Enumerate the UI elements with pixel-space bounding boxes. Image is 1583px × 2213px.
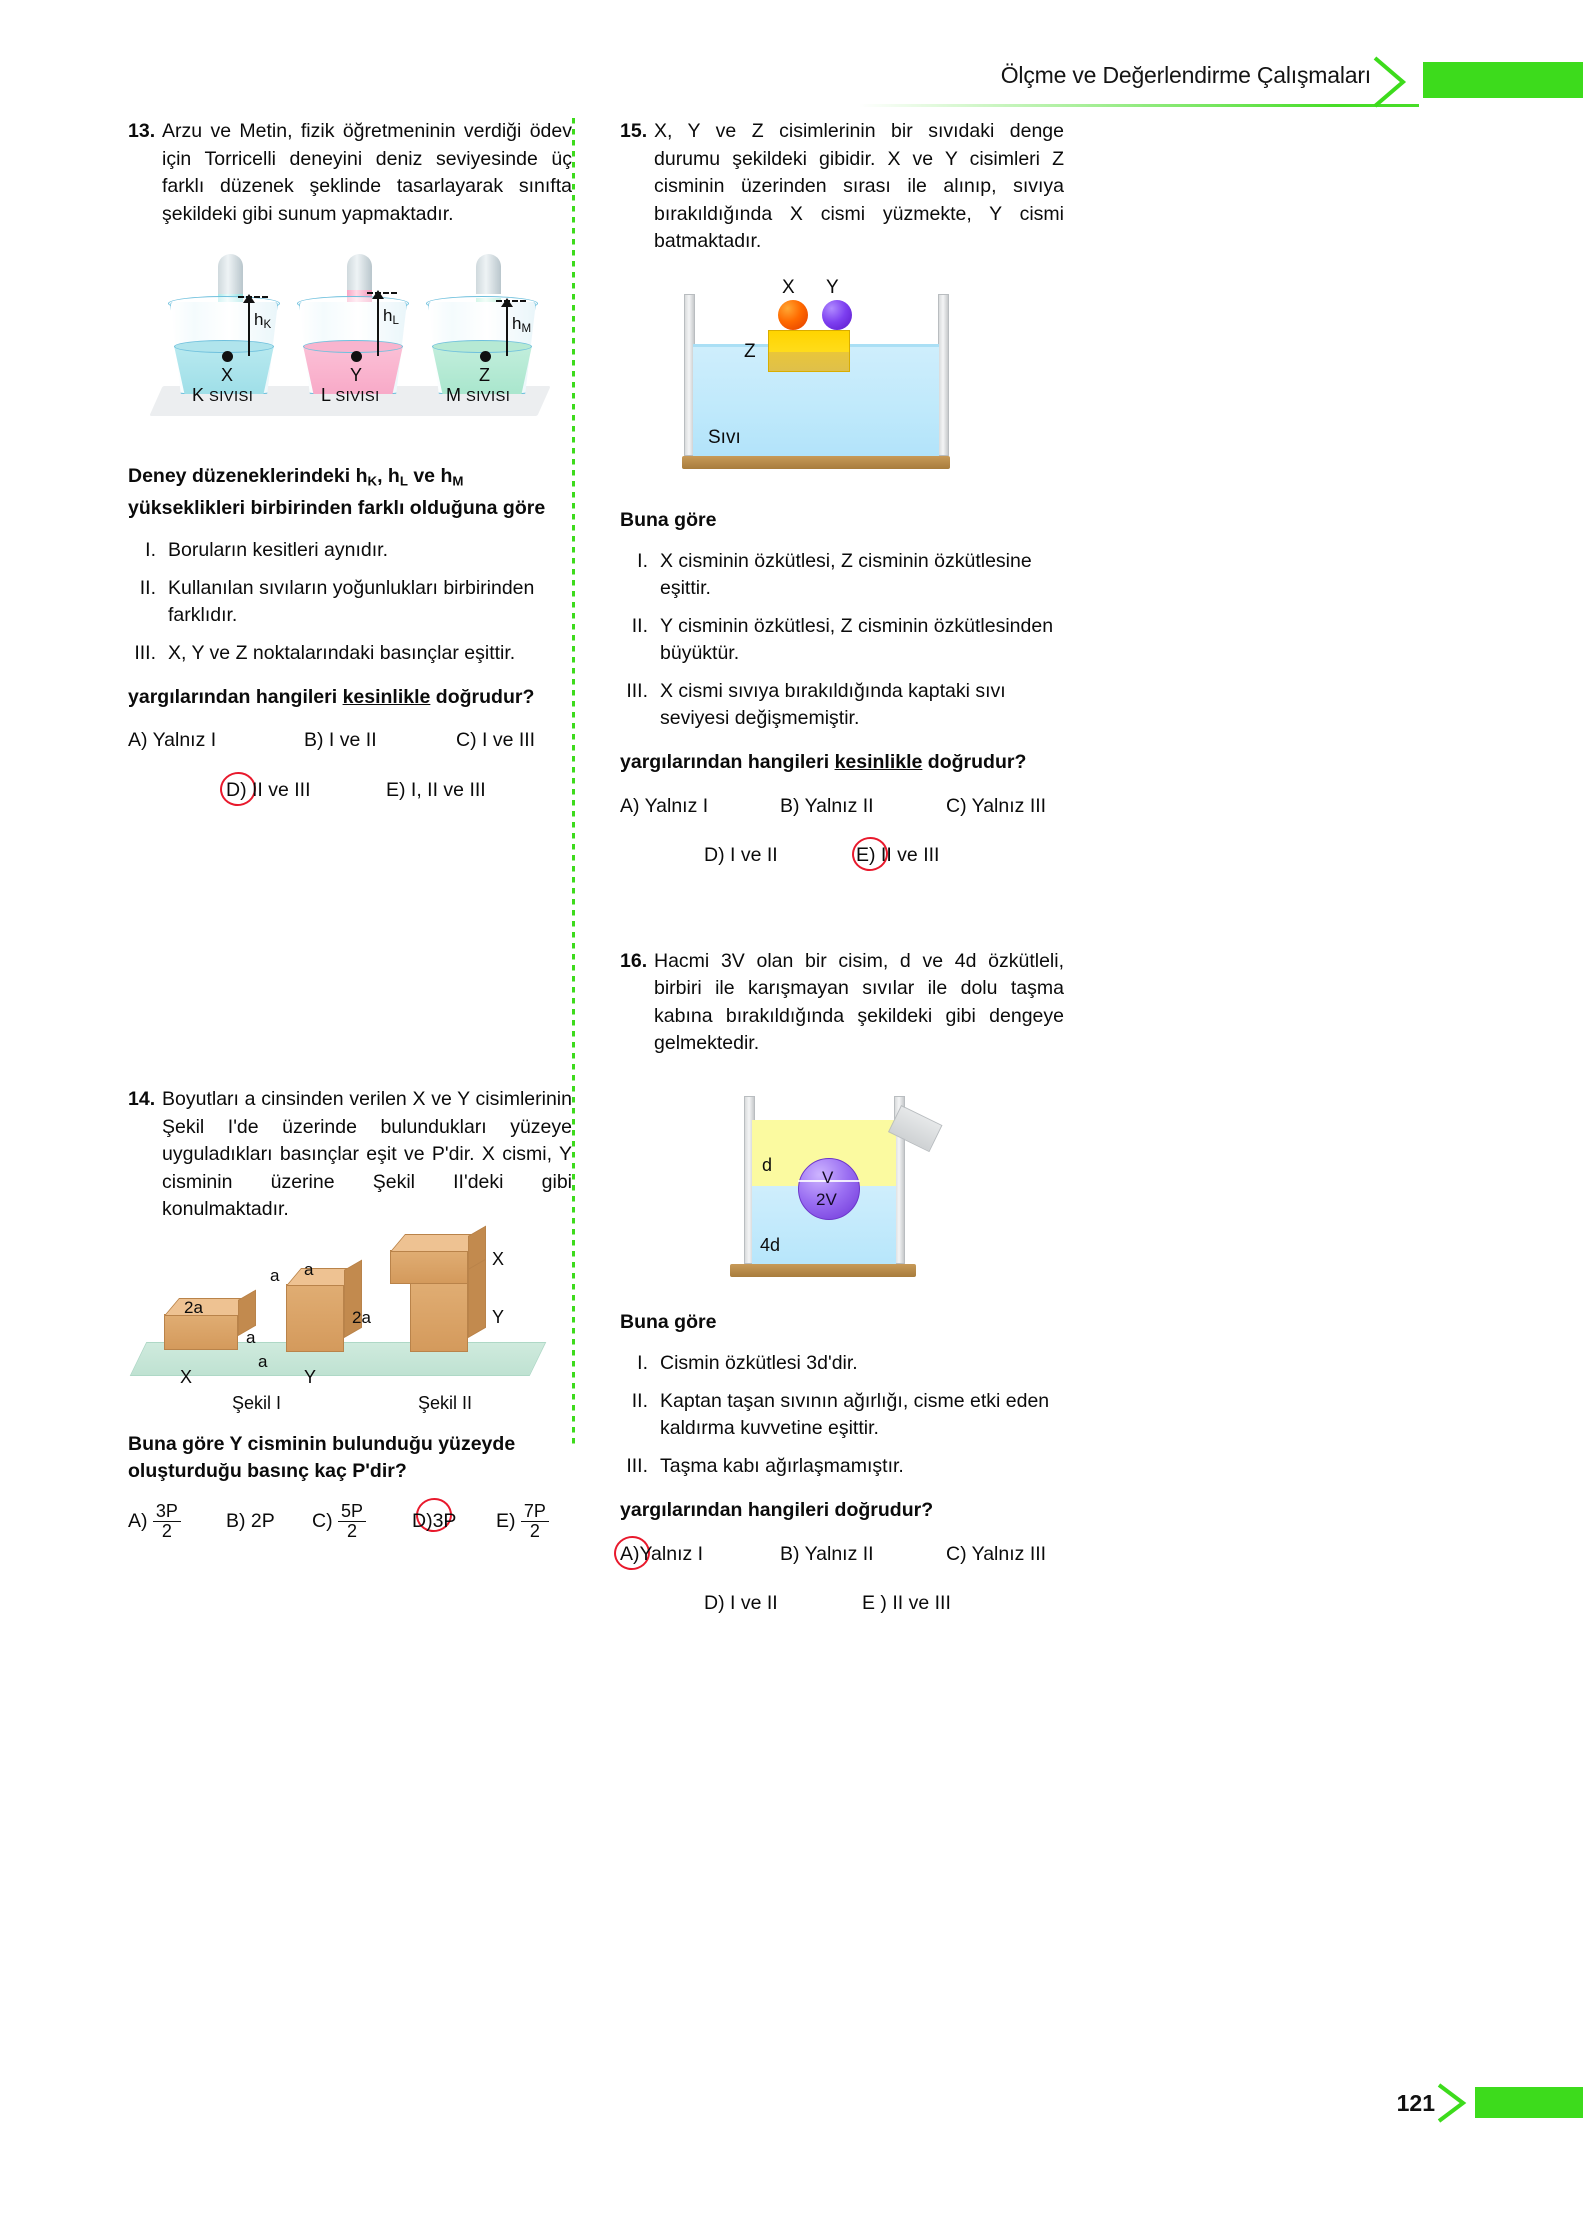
statement-text: X cismi sıvıya bırakıldığında kaptaki sıvı seviyesi değişmemiştir. xyxy=(660,680,1006,729)
statement-text: Cismin özkütlesi 3d'dir. xyxy=(660,1352,858,1374)
left-column xyxy=(128,118,572,1542)
statement-text: Kullanılan sıvıların yoğunlukları birbirinden farklıdır. xyxy=(168,576,535,626)
page-header xyxy=(0,52,1583,112)
height-arrow-head xyxy=(242,294,256,304)
tank-base xyxy=(682,456,950,469)
label-liquid: Sıvı xyxy=(708,426,741,448)
choice-a[interactable]: A) $\frac{3P}{2}$ xyxy=(128,1502,226,1542)
question-16-prompt: yargılarından hangileri doğrudur? xyxy=(620,1499,934,1521)
label-v: V xyxy=(822,1167,834,1187)
statement-label: III. xyxy=(134,641,156,664)
statement-text: Boruların kesitleri aynıdır. xyxy=(168,538,389,561)
block-y-front-2 xyxy=(410,1282,468,1352)
figure-torricelli-setups xyxy=(128,246,572,441)
tube-vacuum-top xyxy=(476,254,501,294)
tank-base xyxy=(730,1264,916,1277)
statement-label: II. xyxy=(631,1390,648,1412)
choice-d[interactable]: D) I ve II xyxy=(704,1592,778,1614)
point-label-z: Z xyxy=(479,365,490,385)
question-14 xyxy=(128,1086,572,1541)
point-marker-y xyxy=(351,351,362,362)
sphere-y xyxy=(822,300,852,330)
choice-c[interactable]: C) I ve III xyxy=(456,729,536,752)
statement-label: I. xyxy=(145,538,156,561)
choice-e[interactable]: E) II ve III xyxy=(856,844,940,866)
tube-vacuum-top xyxy=(218,254,243,294)
choice-e[interactable]: E) I, II ve III xyxy=(386,778,486,801)
figure-caption-sekil-1: Şekil I xyxy=(232,1392,282,1413)
label-d: d xyxy=(762,1154,773,1175)
height-arrow-head xyxy=(371,290,385,300)
column-divider xyxy=(572,118,575,1448)
statement-item xyxy=(620,1350,1064,1377)
point-label-x: X xyxy=(221,365,234,385)
question-16-text: Hacmi 3V olan bir cisim, d ve 4d özkütleli, birbiri ile karışmayan sıvılar ile dolu taşma kabına bırakıldığında şekildeki gibi dengeye gelmektedir. xyxy=(654,949,1064,1054)
footer-chevron-icon xyxy=(1437,2083,1479,2123)
statement-text: X, Y ve Z noktalarındaki basınçlar eşittir. xyxy=(168,641,516,664)
choice-d[interactable]: D) II ve III xyxy=(226,778,311,801)
statement-item xyxy=(620,1388,1064,1442)
header-title: Ölçme ve Değerlendirme Çalışmaları xyxy=(1000,62,1371,88)
choice-b[interactable]: B) Yalnız II xyxy=(780,1542,874,1565)
statement-item xyxy=(128,537,572,564)
question-15-number: 15. xyxy=(620,120,648,142)
torricelli-setup-k xyxy=(164,254,284,404)
question-14-text: Boyutları a cinsinden verilen X ve Y cisimlerinin Şekil I'de üzerinde bulundukları yüzeye uyguladıkları basınçlar eşit ve P'dir. X cismi, Y cisminin üzerine Şekil II'deki gibi konulmaktadır. xyxy=(162,1088,572,1221)
label-y: Y xyxy=(826,276,839,298)
statement-text: Kaptan taşan sıvının ağırlığı, cisme etki eden kaldırma kuvvetine eşittir. xyxy=(660,1390,1050,1439)
right-column xyxy=(620,118,1064,1618)
height-label-k: $h_K$ xyxy=(254,310,272,332)
block-x-front-2 xyxy=(390,1250,468,1284)
statement-item xyxy=(620,613,1064,667)
choice-d[interactable]: D)3P xyxy=(412,1509,457,1532)
question-13-text: Arzu ve Metin, fizik öğretmeninin verdiği ödev için Torricelli deneyini deniz seviyesinde üç farklı düzenek şeklinde tasarlayarak sınıfta şekildeki gibi sunum yapmaktadır. xyxy=(162,120,572,225)
point-marker-x xyxy=(222,351,233,362)
question-15 xyxy=(620,118,1064,870)
label-4d: 4d xyxy=(760,1234,781,1255)
question-13-number: 13. xyxy=(128,120,156,142)
torricelli-setup-l xyxy=(293,254,413,404)
dim-2a-x: 2a xyxy=(184,1297,203,1317)
statement-item xyxy=(128,575,572,629)
question-13 xyxy=(128,118,572,804)
liquid-name-m: M SIVISI xyxy=(446,385,511,405)
choice-c[interactable]: C) Yalnız III xyxy=(946,794,1047,817)
block-z xyxy=(768,330,850,372)
height-arrow-head xyxy=(500,298,514,308)
figure-caption-sekil-2: Şekil II xyxy=(418,1392,473,1413)
statement-label: III. xyxy=(626,1455,648,1477)
statement-item xyxy=(620,548,1064,602)
height-label-l: $h_L$ xyxy=(383,306,399,328)
footer-green-block xyxy=(1475,2087,1583,2118)
statement-text: X cisminin özkütlesi, Z cisminin özkütlesine eşittir. xyxy=(660,550,1032,599)
figure-overflow-container xyxy=(620,1074,1064,1289)
question-16-statements xyxy=(620,1350,1064,1480)
block-label-y-2: Y xyxy=(492,1306,505,1327)
question-15-prompt: yargılarından hangileri kesinlikle doğrudur? xyxy=(620,751,1027,773)
height-arrow-line xyxy=(248,298,250,356)
choice-a[interactable]: A) Yalnız I xyxy=(128,729,217,752)
point-label-y: Y xyxy=(350,365,363,385)
label-x: X xyxy=(782,276,795,298)
sphere-x xyxy=(778,300,808,330)
label-z: Z xyxy=(744,340,756,362)
question-15-lead: Buna göre xyxy=(620,508,717,531)
choice-b[interactable]: B) I ve II xyxy=(304,729,377,752)
point-marker-z xyxy=(480,351,491,362)
question-13-statements xyxy=(128,537,572,667)
block-y-front xyxy=(286,1284,344,1352)
tank-right-wall xyxy=(938,294,949,456)
liquid-name-k: K SIVISI xyxy=(192,385,254,405)
question-13-prompt: yargılarından hangileri kesinlikle doğrudur? xyxy=(128,685,535,708)
page-number: 121 xyxy=(1396,2090,1435,2116)
figure-blocks-pressure xyxy=(128,1238,572,1413)
question-16-number: 16. xyxy=(620,949,648,972)
question-16-choices xyxy=(620,1541,1064,1618)
question-14-choices xyxy=(128,1502,572,1542)
dim-a-y-1: a xyxy=(270,1265,280,1285)
label-2v: 2V xyxy=(816,1189,837,1209)
choice-c[interactable]: C) Yalnız III xyxy=(946,1542,1047,1565)
question-15-text: X, Y ve Z cisimlerinin bir sıvıdaki denge durumu şekildeki gibidir. X ve Y cisimleri Z cisminin üzerinden sırası ile alınıp, sıvıya bırakıldığında X cismi yüzmekte, Y cismi batmaktadır. xyxy=(654,120,1064,252)
question-15-statements xyxy=(620,548,1064,732)
dim-a-y-2: a xyxy=(304,1259,314,1279)
dim-a-x: a xyxy=(246,1327,256,1347)
choice-e[interactable]: E ) II ve III xyxy=(862,1592,951,1614)
statement-label: II. xyxy=(631,615,648,637)
block-label-x-2: X xyxy=(492,1248,505,1269)
choice-a[interactable]: A)Yalnız I xyxy=(620,1542,704,1565)
tube-vacuum-top xyxy=(347,254,372,294)
question-15-choices xyxy=(620,793,1064,870)
header-chevron-icon xyxy=(1373,56,1419,108)
header-rule xyxy=(859,104,1419,107)
choice-e[interactable]: E) $\frac{7P}{2}$ xyxy=(496,1502,549,1542)
statement-item xyxy=(620,1453,1064,1480)
header-green-block xyxy=(1423,62,1583,98)
choice-a[interactable]: A) Yalnız I xyxy=(620,794,709,817)
statement-item xyxy=(620,678,1064,732)
choice-b[interactable]: B) 2P xyxy=(226,1509,275,1532)
statement-label: I. xyxy=(637,550,648,572)
figure-floating-bodies xyxy=(620,272,1064,487)
statement-label: III. xyxy=(626,680,648,702)
height-arrow-line xyxy=(506,302,508,356)
dim-2a-y: 2a xyxy=(352,1307,371,1327)
question-14-prompt: Buna göre Y cisminin bulunduğu yüzeyde oluşturduğu basınç kaç P'dir? xyxy=(128,1432,516,1483)
choice-c[interactable]: C) $\frac{5P}{2}$ xyxy=(312,1502,412,1542)
liquid-name-l: L SIVISI xyxy=(321,385,380,405)
height-label-m: $h_M$ xyxy=(512,314,532,336)
question-13-choices xyxy=(128,727,572,804)
page-footer xyxy=(1283,2081,1583,2125)
question-16-lead: Buna göre xyxy=(620,1310,717,1333)
dim-a-y-3: a xyxy=(258,1351,268,1371)
statement-text: Taşma kabı ağırlaşmamıştır. xyxy=(660,1455,904,1477)
question-14-number: 14. xyxy=(128,1088,156,1111)
statement-label: I. xyxy=(637,1352,648,1374)
choice-d[interactable]: D) I ve II xyxy=(704,844,778,866)
question-16 xyxy=(620,948,1064,1618)
statement-label: II. xyxy=(139,576,156,599)
statement-item xyxy=(128,640,572,667)
torricelli-setup-m xyxy=(422,254,542,404)
height-arrow-line xyxy=(377,294,379,356)
block-label-x-1: X xyxy=(180,1366,193,1387)
question-13-lead: Deney düzeneklerindeki $h_K$, $h_L$ ve $h_M$ yükseklikleri birbirinden farklı olduğuna göre xyxy=(128,465,546,520)
block-label-y-1: Y xyxy=(304,1366,317,1387)
block-y-side-2 xyxy=(468,1257,486,1337)
choice-b[interactable]: B) Yalnız II xyxy=(780,794,874,817)
statement-text: Y cisminin özkütlesi, Z cisminin özkütlesinden büyüktür. xyxy=(660,615,1054,664)
